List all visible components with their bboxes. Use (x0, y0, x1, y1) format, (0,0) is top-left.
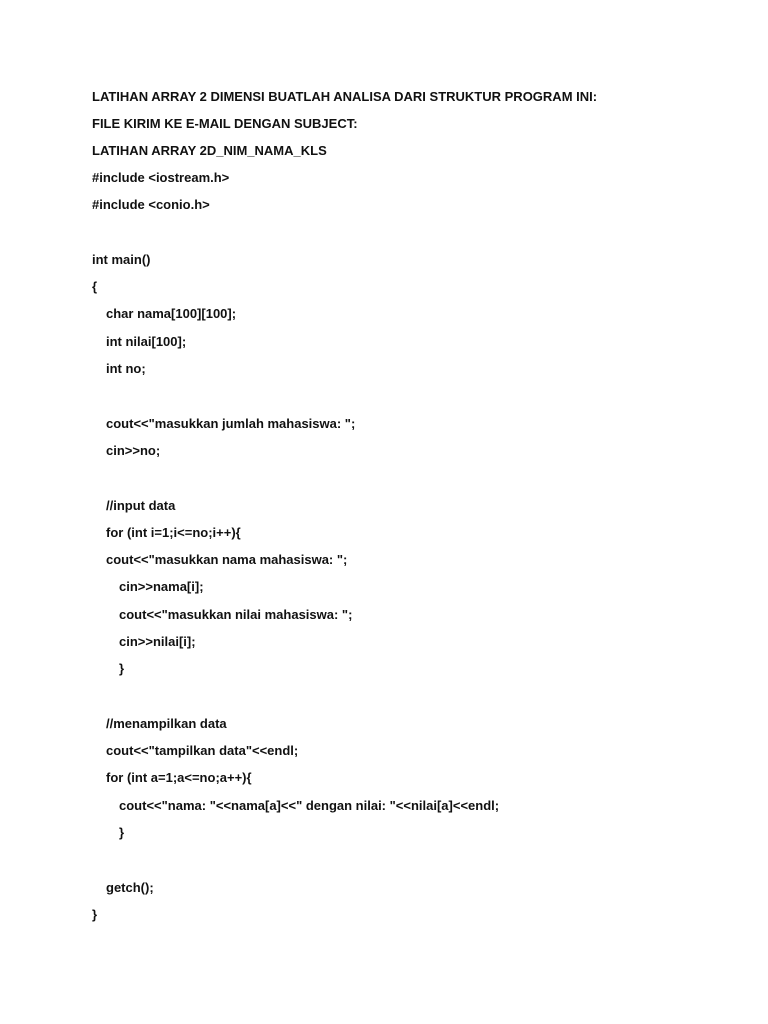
code-line-for-a: for (int a=1;a<=no;a++){ (106, 770, 252, 785)
code-line-cin-nama: cin>>nama[i]; (119, 579, 204, 594)
code-line-cin-no: cin>>no; (106, 443, 161, 458)
code-line-include-conio: #include <conio.h> (92, 197, 210, 212)
code-line-int-nilai: int nilai[100]; (106, 334, 187, 349)
code-line-char-nama: char nama[100][100]; (106, 306, 237, 321)
code-line-include-iostream: #include <iostream.h> (92, 170, 230, 185)
code-line-cout-output: cout<<"nama: "<<nama[a]<<" dengan nilai: "<<nilai[a]<<endl; (119, 798, 500, 813)
code-line-cin-nilai: cin>>nilai[i]; (119, 634, 196, 649)
code-line-cout-nilai: cout<<"masukkan nilai mahasiswa: "; (119, 607, 353, 622)
code-line-close-brace-for-i: } (119, 661, 125, 676)
code-line-for-i: for (int i=1;i<=no;i++){ (106, 525, 241, 540)
code-line-cout-jumlah: cout<<"masukkan jumlah mahasiswa: "; (106, 416, 356, 431)
doc-heading-line-2: FILE KIRIM KE E-MAIL DENGAN SUBJECT: (92, 116, 358, 131)
code-line-int-no: int no; (106, 361, 146, 376)
doc-heading-line-1: LATIHAN ARRAY 2 DIMENSI BUATLAH ANALISA DARI STRUKTUR PROGRAM INI: (92, 89, 598, 104)
code-line-cout-nama: cout<<"masukkan nama mahasiswa: "; (106, 552, 348, 567)
code-line-main: int main() (92, 252, 151, 267)
code-line-comment-input: //input data (106, 498, 176, 513)
code-line-getch: getch(); (106, 880, 154, 895)
code-line-comment-tampil: //menampilkan data (106, 716, 227, 731)
code-line-close-brace-for-a: } (119, 825, 125, 840)
doc-heading-line-3: LATIHAN ARRAY 2D_NIM_NAMA_KLS (92, 143, 327, 158)
code-line-close-brace-main: } (92, 907, 98, 922)
code-line-open-brace: { (92, 279, 98, 294)
code-line-cout-tampil: cout<<"tampilkan data"<<endl; (106, 743, 299, 758)
